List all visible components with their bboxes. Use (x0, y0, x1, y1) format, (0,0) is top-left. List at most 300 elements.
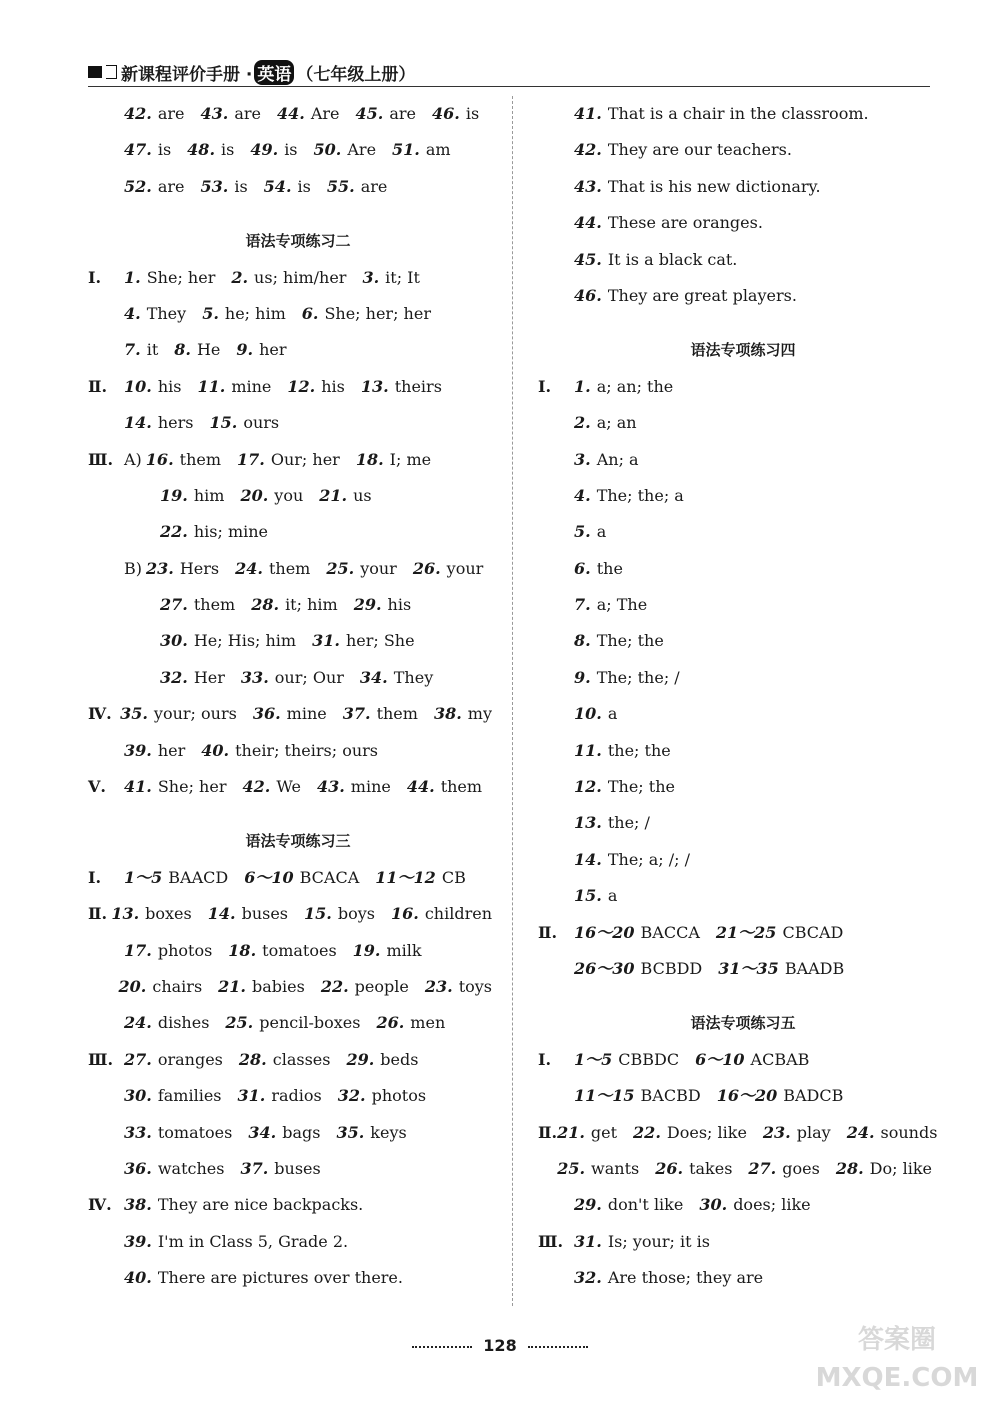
part-number: Ⅰ. (538, 376, 552, 396)
answer-line (538, 551, 948, 587)
answer-item (574, 405, 637, 441)
section-3-answers (88, 860, 508, 1297)
answer-number: 50. (313, 140, 342, 160)
answer-text: them (376, 704, 418, 724)
answer-number: 6. (301, 303, 319, 323)
answer-number: 51. (392, 140, 420, 160)
answer-text: don't like (607, 1195, 684, 1215)
answer-text: he; him (224, 303, 286, 323)
answer-text: ours (243, 413, 280, 433)
answer-text: is (221, 140, 235, 160)
answer-number: 30. (160, 631, 188, 651)
answer-number: 44. (277, 104, 305, 123)
answer-item (434, 696, 492, 732)
answer-item (124, 96, 185, 132)
answer-item (763, 1115, 831, 1151)
answer-text: boys (337, 904, 375, 924)
answer-number: 4. (124, 303, 141, 323)
answer-number: 28. (835, 1158, 864, 1178)
answer-item (557, 1151, 639, 1187)
answer-text: his (321, 376, 345, 396)
answer-number: 16～20 (716, 1086, 778, 1106)
indent (538, 169, 574, 205)
answer-number: 26～30 (574, 958, 635, 978)
answer-number: 15. (574, 886, 602, 906)
answer-item (343, 696, 418, 732)
answer-text: them (179, 449, 222, 469)
answer-number: 44. (406, 777, 435, 797)
answer-item (574, 205, 763, 241)
answer-line (88, 332, 508, 368)
answer-item (574, 878, 617, 914)
answer-item (317, 769, 391, 805)
answer-text: watches (157, 1158, 225, 1178)
answer-line (88, 169, 508, 205)
answer-text: our; Our (274, 667, 344, 687)
answer-number: 16. (145, 449, 174, 469)
answer-line (88, 860, 508, 896)
answer-text: are (157, 176, 185, 196)
answer-item (574, 478, 684, 514)
answer-number: 45. (574, 249, 602, 269)
answer-text: tomatoes (157, 1122, 233, 1142)
answer-item (346, 1042, 418, 1078)
answer-line (538, 951, 948, 987)
answer-number: 3. (362, 267, 380, 287)
answer-item (124, 405, 193, 441)
answer-item (240, 478, 303, 514)
answer-item (633, 1115, 747, 1151)
answer-item (336, 1115, 406, 1151)
answer-text: That is a chair in the classroom. (607, 104, 869, 123)
answer-text: These are oranges. (607, 213, 763, 233)
answer-number: 18. (355, 449, 384, 469)
answer-text: The; the (607, 777, 675, 797)
answer-number: 21～25 (715, 922, 777, 942)
answer-number: 29. (353, 595, 382, 615)
answer-number: 23. (424, 976, 453, 996)
answer-text: radios (271, 1086, 322, 1106)
part-number: Ⅱ. (88, 904, 108, 924)
answer-item (360, 660, 433, 696)
answer-item (302, 296, 431, 332)
answer-text: keys (370, 1122, 407, 1142)
answer-text: They are our teachers. (607, 140, 792, 160)
answer-text: boxes (145, 904, 192, 924)
section-4-answers (538, 369, 948, 988)
indent (124, 623, 160, 659)
answer-number: 27. (160, 595, 188, 615)
answer-item (655, 1151, 732, 1187)
indent (538, 242, 574, 278)
answer-item (201, 169, 248, 205)
answer-line (538, 514, 948, 550)
answer-text: it; him (285, 595, 338, 615)
bracket-icon (106, 65, 117, 79)
answer-text: Are (347, 140, 377, 160)
answer-item (574, 132, 792, 168)
answer-text: chairs (152, 976, 203, 996)
answer-item (240, 1151, 320, 1187)
watermark-url: MXQE.COM (815, 1363, 979, 1393)
answer-text: her; She (345, 631, 415, 651)
answer-item (695, 1042, 809, 1078)
part-number (88, 933, 124, 969)
answer-item (356, 442, 431, 478)
answer-line (88, 260, 508, 296)
answer-text: it (146, 340, 159, 360)
answer-text: Hers (179, 558, 220, 578)
answer-number: 31. (312, 631, 340, 651)
answer-item (574, 169, 821, 205)
answer-item (124, 1151, 224, 1187)
answer-text: Our; her (270, 449, 340, 469)
answer-number: 39. (124, 1231, 152, 1251)
answer-item (160, 478, 224, 514)
answer-item (201, 96, 262, 132)
answer-number: 46. (432, 104, 460, 123)
answer-number: 28. (238, 1049, 267, 1069)
answer-line (538, 369, 948, 405)
answer-item (717, 1078, 844, 1114)
answer-text: The; the; a (596, 485, 684, 505)
answer-text: your (446, 558, 484, 578)
answer-item (124, 1260, 403, 1296)
answer-text: us; him/her (254, 267, 347, 287)
column-divider (512, 96, 513, 1306)
part-number (88, 733, 124, 769)
left-top-answers (88, 96, 508, 205)
answer-text: us (353, 485, 372, 505)
answer-number: 38. (433, 704, 462, 724)
answer-line (538, 242, 948, 278)
answer-text: a; an; the (596, 376, 674, 396)
part-number: Ⅴ. (88, 777, 106, 797)
answer-item (312, 623, 414, 659)
answer-number: 7. (574, 595, 591, 615)
part-number (538, 842, 574, 878)
answer-item (327, 169, 388, 205)
answer-item (718, 951, 844, 987)
answer-number: 6. (574, 558, 591, 578)
answer-text: CBCAD (782, 922, 844, 942)
answer-item (574, 1078, 701, 1114)
answer-number: 33. (124, 1122, 152, 1142)
answer-number: 9. (574, 667, 591, 687)
answer-number: 31～35 (718, 958, 779, 978)
answer-text: children (424, 904, 492, 924)
answer-number: 26. (655, 1158, 684, 1178)
answer-text: is (284, 140, 298, 160)
answer-item (208, 896, 288, 932)
answer-item (241, 660, 344, 696)
answer-number: 37. (342, 704, 371, 724)
answer-number: 17. (124, 940, 152, 960)
answer-text: is (234, 176, 248, 196)
answer-item (250, 132, 297, 168)
answer-item (124, 260, 215, 296)
answer-text: beds (380, 1049, 419, 1069)
answer-text: dishes (157, 1013, 210, 1033)
right-top-answers (538, 96, 948, 314)
answer-number: 13. (574, 813, 602, 833)
answer-text: are (234, 104, 261, 123)
answer-item (356, 96, 417, 132)
book-icon (88, 66, 102, 78)
answer-item (716, 915, 843, 951)
right-column (538, 96, 948, 1297)
answer-item (748, 1151, 819, 1187)
answer-text: The; a; /; / (607, 849, 691, 869)
answer-text: BCBDD (640, 958, 703, 978)
answer-line (538, 733, 948, 769)
part-number: Ⅲ. (88, 449, 114, 469)
answer-item (187, 132, 234, 168)
answer-number: 37. (240, 1158, 269, 1178)
answer-item (574, 805, 650, 841)
answer-item (407, 769, 482, 805)
part-number (538, 696, 574, 732)
answer-item (574, 1224, 710, 1260)
answer-item (248, 1115, 320, 1151)
answer-line (538, 1115, 948, 1151)
answer-text: am (425, 140, 451, 160)
answer-item (321, 969, 409, 1005)
answer-number: 32. (337, 1086, 366, 1106)
answer-number: 24. (235, 558, 263, 578)
part-number: Ⅱ. (538, 922, 558, 942)
answer-text: oranges (157, 1049, 223, 1069)
answer-item (160, 660, 225, 696)
answer-item (574, 951, 702, 987)
answer-line (88, 514, 508, 550)
answer-text: CB (441, 867, 466, 887)
answer-text: sounds (880, 1122, 938, 1142)
answer-number: 32. (574, 1268, 602, 1288)
answer-line (538, 1224, 948, 1260)
answer-text: is (465, 104, 480, 123)
answer-text: We (276, 777, 301, 797)
answer-item (574, 587, 647, 623)
answer-number: 15. (209, 413, 238, 433)
sub-part-label: B) (124, 558, 142, 578)
part-number (538, 1151, 557, 1187)
answer-number: 11～15 (574, 1086, 635, 1106)
answer-line (538, 1260, 948, 1296)
answer-text: There are pictures over there. (157, 1268, 403, 1288)
watermark (812, 1321, 982, 1401)
answer-number: 11. (197, 376, 226, 396)
section-title-2: 语法专项练习二 (245, 232, 351, 251)
section-title-4: 语法专项练习四 (690, 341, 796, 360)
answer-text: Her (193, 667, 225, 687)
answer-number: 43. (574, 176, 602, 196)
answer-number: 39. (124, 740, 152, 760)
part-number (88, 1151, 124, 1187)
answer-item (574, 1042, 679, 1078)
answer-number: 54. (263, 176, 292, 196)
part-number (88, 551, 124, 587)
answer-text: them (193, 595, 236, 615)
part-number (88, 1005, 124, 1041)
answer-number: 35. (120, 704, 148, 724)
answer-text: his (387, 595, 412, 615)
indent (88, 169, 124, 205)
answer-text: She; her (146, 267, 216, 287)
answer-item (124, 1115, 232, 1151)
answer-line (538, 696, 948, 732)
answer-number: 31. (574, 1231, 602, 1251)
answer-item (574, 514, 606, 550)
answer-text: Do; like (869, 1158, 932, 1178)
answer-number: 34. (359, 667, 388, 687)
answer-item (287, 369, 344, 405)
answer-text: BACBD (640, 1086, 701, 1106)
answer-item (119, 969, 203, 1005)
answer-text: him (193, 485, 225, 505)
answer-item (574, 1187, 683, 1223)
right-ornament (528, 1346, 588, 1348)
part-number (88, 1115, 124, 1151)
answer-text: It is a black cat. (607, 249, 738, 269)
answer-number: 6～10 (695, 1049, 745, 1069)
answer-text: a (596, 522, 607, 542)
answer-text: They (393, 667, 434, 687)
answer-line (538, 1187, 948, 1223)
answer-number: 16～20 (574, 922, 635, 942)
answer-line (538, 278, 948, 314)
answer-number: 13. (360, 376, 389, 396)
answer-text: theirs (394, 376, 442, 396)
answer-line (538, 132, 948, 168)
part-number: Ⅱ. (538, 1122, 558, 1142)
answer-text: your (360, 558, 397, 578)
answer-item (574, 623, 664, 659)
answer-line (538, 478, 948, 514)
answer-item (574, 915, 700, 951)
answer-number: 32. (160, 667, 188, 687)
part-number: Ⅳ. (88, 1195, 112, 1215)
part-number (88, 1078, 124, 1114)
indent (88, 132, 124, 168)
answer-number: 18. (228, 940, 257, 960)
answer-item (124, 1224, 348, 1260)
answer-text: buses (274, 1158, 321, 1178)
answer-number: 46. (574, 285, 602, 305)
answer-text: the (596, 558, 623, 578)
answer-number: 28. (251, 595, 280, 615)
answer-text: is (297, 176, 311, 196)
answer-item (277, 96, 340, 132)
answer-line (88, 696, 508, 732)
answer-number: 25. (225, 1013, 254, 1033)
answer-item (244, 860, 359, 896)
answer-number: 34. (248, 1122, 277, 1142)
answer-text: He; His; him (193, 631, 297, 651)
answer-text: people (354, 976, 409, 996)
answer-text: are (157, 104, 185, 123)
answer-number: 2. (574, 413, 591, 433)
answer-line (88, 296, 508, 332)
answer-item (160, 623, 296, 659)
answer-text: She; her (157, 777, 227, 797)
answer-item (237, 442, 340, 478)
answer-number: 22. (633, 1122, 661, 1142)
answer-line (88, 733, 508, 769)
answer-number: 30. (124, 1086, 152, 1106)
part-number (538, 623, 574, 659)
part-number (88, 514, 124, 550)
answer-item (574, 696, 617, 732)
answer-item (574, 96, 869, 132)
answer-item (225, 1005, 360, 1041)
answer-item (413, 551, 483, 587)
part-number (538, 442, 574, 478)
answer-item (124, 369, 181, 405)
answer-number: 25. (326, 558, 355, 578)
part-number (88, 1260, 124, 1296)
answer-text: are (360, 176, 388, 196)
answer-number: 52. (124, 176, 152, 196)
answer-item (124, 769, 226, 805)
answer-line (88, 769, 508, 805)
part-number (538, 551, 574, 587)
answer-item (574, 242, 737, 278)
answer-item (353, 933, 422, 969)
part-number: Ⅰ. (538, 1049, 552, 1069)
part-number (88, 296, 124, 332)
answer-text: pencil-boxes (259, 1013, 361, 1033)
answer-line (538, 205, 948, 241)
answer-line (88, 442, 508, 478)
answer-number: 55. (326, 176, 355, 196)
answer-number: 30. (699, 1195, 728, 1215)
page-number: 128 (483, 1336, 517, 1355)
answer-line (88, 1260, 508, 1296)
indent (538, 205, 574, 241)
answer-line (88, 1042, 508, 1078)
answer-text: goes (782, 1158, 820, 1178)
answer-number: 12. (287, 376, 316, 396)
answer-item (218, 969, 305, 1005)
answer-line (538, 442, 948, 478)
answer-number: 43. (200, 104, 229, 123)
answer-text: does; like (733, 1195, 811, 1215)
part-number (538, 769, 574, 805)
answer-item (354, 587, 411, 623)
answer-text: them (268, 558, 311, 578)
part-number (538, 878, 574, 914)
sub-part-label: A) (124, 449, 142, 469)
answer-item (574, 842, 690, 878)
answer-line (538, 769, 948, 805)
answer-item (124, 169, 185, 205)
answer-text: Is; your; it is (607, 1231, 710, 1251)
answer-text: the; / (607, 813, 650, 833)
answer-text: mine (286, 704, 327, 724)
answer-item (432, 96, 479, 132)
answer-text: a; an (596, 413, 637, 433)
part-number: Ⅲ. (88, 1049, 114, 1069)
answer-text: mine (350, 777, 391, 797)
answer-text: her (259, 340, 287, 360)
answer-line (538, 842, 948, 878)
answer-text: They are great players. (607, 285, 797, 305)
answer-item (574, 442, 639, 478)
part-number (88, 1224, 124, 1260)
answer-item (124, 332, 158, 368)
answer-number: 43. (316, 777, 345, 797)
